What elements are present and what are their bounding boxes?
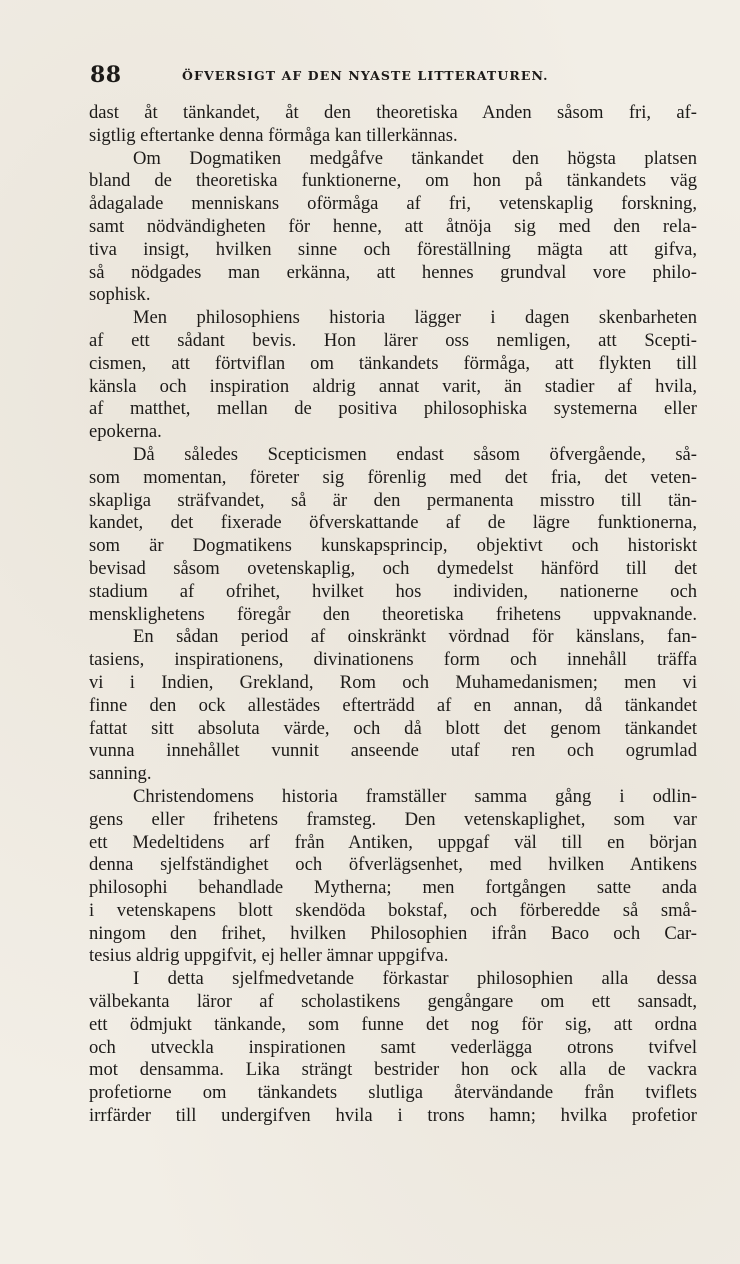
- text-line: I detta sjelfmedvetande förkastar philosophien alla dessa: [133, 968, 697, 990]
- text-line: profetiorne om tänkandets slutliga återvändande från tviflets: [89, 1082, 697, 1104]
- text-line: ningom den frihet, hvilken Philosophien ifrån Baco och Car-: [89, 922, 697, 944]
- text-line: af ett sådant bevis. Hon lärer oss nemligen, att Scepti-: [89, 329, 697, 351]
- text-line: i vetenskapens blott skendöda bokstaf, och förberedde så små-: [89, 899, 697, 921]
- text-line: välbekanta läror af scholastikens gengångare om ett sansadt,: [89, 991, 697, 1013]
- text-line: Christendomens historia framställer samma gång i odlin-: [133, 785, 697, 807]
- text-line: vunna innehållet vunnit anseende utaf ren och ogrumlad: [89, 740, 697, 762]
- text-line: så nödgades man erkänna, att hennes grundval vore philo-: [89, 261, 697, 283]
- text-line: ett ödmjukt tänkande, som funne det nog för sig, att ordna: [89, 1013, 697, 1035]
- text-line: känsla och inspiration aldrig annat varit, än stadier af hvila,: [89, 375, 697, 397]
- text-line: ett Medeltidens arf från Antiken, uppgaf väl till en början: [89, 831, 697, 853]
- text-line: cismen, att förtviflan om tänkandets förmåga, att flykten till: [89, 352, 697, 374]
- text-line: ådagalade menniskans oförmåga af fri, vetenskaplig forskning,: [89, 193, 697, 215]
- text-line: dast åt tänkandet, åt den theoretiska Anden såsom fri, af-: [89, 102, 697, 123]
- text-line: denna sjelfständighet och öfverlägsenhet, med hvilken Antikens: [89, 854, 697, 876]
- text-line: sophisk.: [89, 284, 151, 306]
- text-line: samt nödvändigheten för henne, att åtnöja sig med den rela-: [89, 215, 697, 237]
- text-line: och utveckla inspirationen samt vederlägga otrons tvifvel: [89, 1036, 697, 1058]
- text-line: skapliga sträfvandet, så är den permanenta misstro till tän-: [89, 489, 697, 511]
- text-line: philosophi behandlade Mytherna; men fortgången satte anda: [89, 877, 697, 899]
- text-line: som är Dogmatikens kunskapsprincip, objektivt och historiskt: [89, 535, 697, 557]
- text-line: sigtlig eftertanke denna förmåga kan tillerkännas.: [89, 124, 458, 146]
- text-line: epokerna.: [89, 421, 162, 443]
- body-text: [89, 102, 697, 1128]
- text-line: finne den ock allestädes efterträdd af en annan, då tänkandet: [89, 694, 697, 716]
- text-line: Om Dogmatiken medgåfve tänkandet den högsta platsen: [133, 147, 697, 169]
- text-line: irrfärder till undergifven hvila i trons hamn; hvilka profetior: [89, 1105, 697, 1127]
- text-line: stadium af ofrihet, hvilket hos individen, nationerne och: [89, 580, 697, 602]
- text-line: fattat sitt absoluta värde, och då blott det genom tänkandet: [89, 717, 697, 739]
- text-line: Då således Scepticismen endast såsom öfvergående, så-: [133, 443, 697, 465]
- text-line: kandet, det fixerade öfverskattande af de lägre funktionerna,: [89, 512, 697, 534]
- text-line: som momentan, företer sig förenlig med det fria, det veten-: [89, 466, 697, 488]
- text-line: af matthet, mellan de positiva philosophiska systemerna eller: [89, 398, 697, 420]
- text-line: tasiens, inspirationens, divinationens form och innehåll träffa: [89, 649, 697, 671]
- text-line: tesius aldrig uppgifvit, ej heller ämnar uppgifva.: [89, 945, 449, 967]
- text-line: mensklighetens föregår den theoretiska frihetens uppvaknande.: [89, 603, 697, 625]
- text-line: vi i Indien, Grekland, Rom och Muhamedanismen; men vi: [89, 671, 697, 693]
- text-line: gens eller frihetens framsteg. Den vetenskaplighet, som var: [89, 808, 697, 830]
- running-title: ÖFVERSIGT AF DEN NYASTE LITTERATUREN.: [182, 68, 549, 83]
- text-line: mot densamma. Lika strängt bestrider hon ock alla de vackra: [89, 1059, 697, 1081]
- text-line: sanning.: [89, 763, 152, 785]
- text-line: En sådan period af oinskränkt vördnad för känslans, fan-: [133, 626, 697, 648]
- page-number: 88: [90, 62, 122, 88]
- text-line: Men philosophiens historia lägger i dagen skenbarheten: [133, 307, 697, 329]
- text-line: bland de theoretiska funktionerne, om hon på tänkandets väg: [89, 170, 697, 192]
- text-line: tiva insigt, hvilken sinne och föreställning mägta att gifva,: [89, 238, 697, 260]
- page-header: [90, 62, 700, 92]
- text-line: bevisad såsom ovetenskaplig, och dymedelst hänförd till det: [89, 557, 697, 579]
